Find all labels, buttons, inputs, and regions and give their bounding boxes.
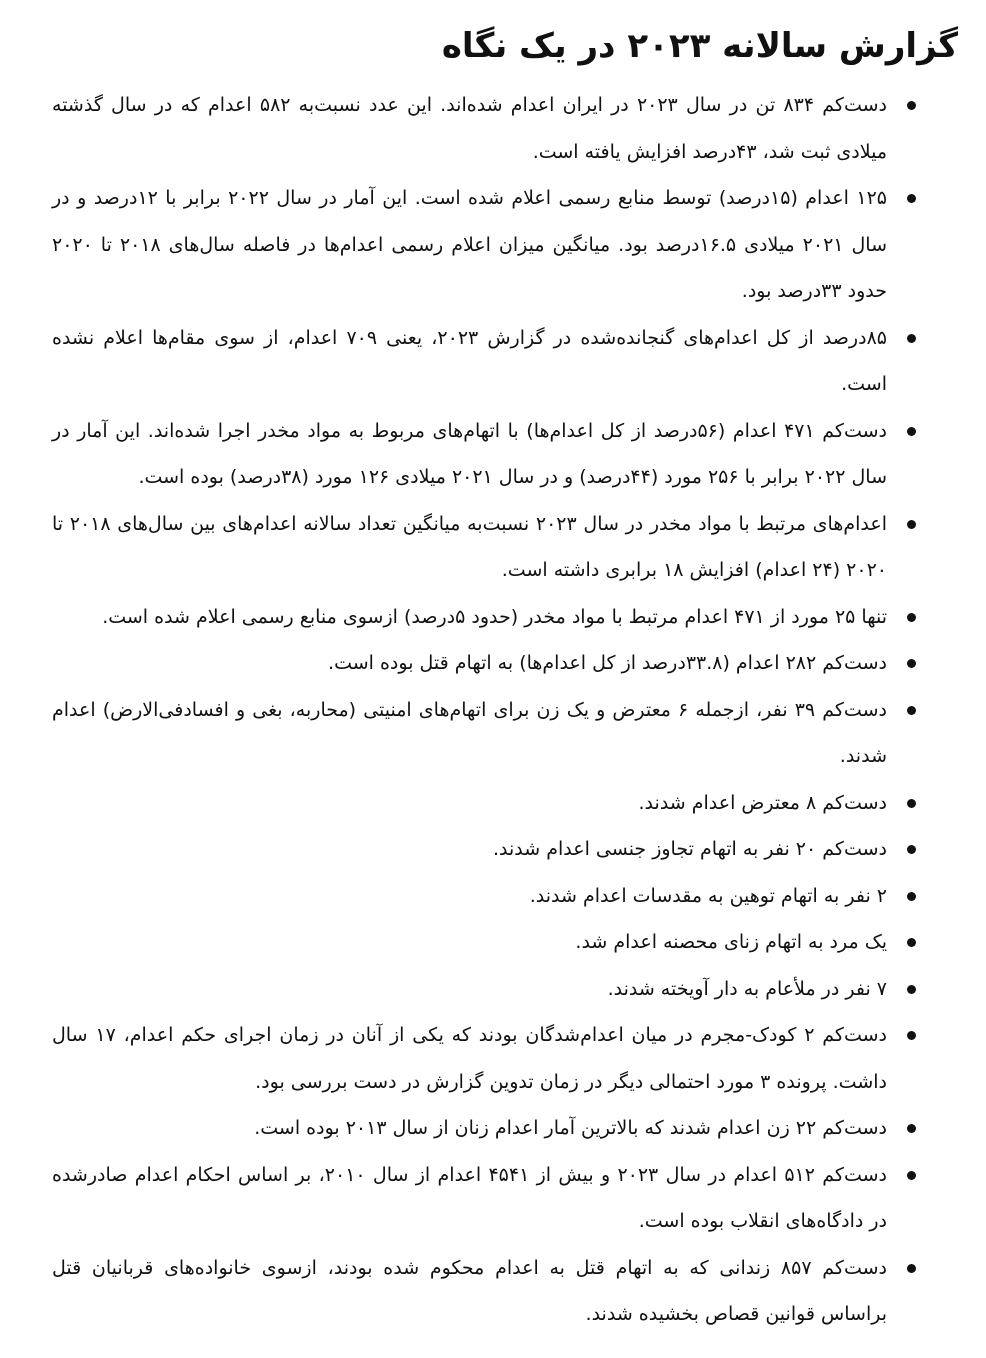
- list-item: اعدام‌های مرتبط با مواد مخدر در سال ۲۰۲۳ نسبت‌به میانگین تعداد سالانه اعدام‌های بین سال‌های ۲۰۱۸ تا ۲۰۲۰ (۲۴ اعدام) افزایش ۱۸ برابری داشته است.: [52, 501, 958, 594]
- page-title: گزارش سالانه ۲۰۲۳ در یک نگاه: [441, 26, 958, 66]
- list-item: دست‌کم ۸۵۷ زندانی که به اتهام قتل به اعدام محکوم شده بودند، ازسوی خانواده‌های قربانیان قتل براساس قوانین قصاص بخشیده شدند.: [52, 1245, 958, 1338]
- list-item: دست‌کم ۲۰ نفر به اتهام تجاوز جنسی اعدام شدند.: [52, 826, 958, 873]
- list-item: دست‌کم ۲۲ زن اعدام شدند که بالاترین آمار اعدام زنان از سال ۲۰۱۳ بوده است.: [52, 1105, 958, 1152]
- list-item: ۱۲۵ اعدام (۱۵درصد) توسط منابع رسمی اعلام شده است. این آمار در سال ۲۰۲۲ برابر با ۱۲درصد و در سال ۲۰۲۱ میلادی ۱۶.۵درصد بود. میانگین میزان اعلام رسمی اعدام‌ها در فاصله سال‌های ۲۰۱۸ تا ۲۰۲۰ حدود ۳۳درصد بود.: [52, 175, 958, 315]
- list-item: دست‌کم ۲۸۲ اعدام (۳۳.۸درصد از کل اعدام‌ها) به اتهام قتل بوده است.: [52, 640, 958, 687]
- highlights-list: [52, 82, 958, 1338]
- list-item: دست‌کم ۳۹ نفر، ازجمله ۶ معترض و یک زن برای اتهام‌های امنیتی (محاربه، بغی و افسادفی‌الارض) اعدام شدند.: [52, 687, 958, 780]
- list-item: ۸۵درصد از کل اعدام‌های گنجانده‌شده در گزارش ۲۰۲۳، یعنی ۷۰۹ اعدام، از سوی مقام‌ها اعلام نشده است.: [52, 315, 958, 408]
- list-item: ۲ نفر به اتهام توهین به مقدسات اعدام شدند.: [52, 873, 958, 920]
- list-item: دست‌کم ۸۳۴ تن در سال ۲۰۲۳ در ایران اعدام شده‌اند. این عدد نسبت‌به ۵۸۲ اعدام که در سال گذشته میلادی ثبت شد، ۴۳درصد افزایش یافته است.: [52, 82, 958, 175]
- list-item: دست‌کم ۴۷۱ اعدام (۵۶درصد از کل اعدام‌ها) با اتهام‌های مربوط به مواد مخدر اجرا شده‌اند. این آمار در سال ۲۰۲۲ برابر با ۲۵۶ مورد (۴۴درصد) و در سال ۲۰۲۱ میلادی ۱۲۶ مورد (۳۸درصد) بوده است.: [52, 408, 958, 501]
- list-item: تنها ۲۵ مورد از ۴۷۱ اعدام مرتبط با مواد مخدر (حدود ۵درصد) ازسوی منابع رسمی اعلام شده است.: [52, 594, 958, 641]
- list-item: دست‌کم ۵۱۲ اعدام در سال ۲۰۲۳ و بیش از ۴۵۴۱ اعدام از سال ۲۰۱۰، بر اساس احکام اعدام صادرشده در دادگاه‌های انقلاب بوده است.: [52, 1152, 958, 1245]
- list-item: دست‌کم ۲ کودک-مجرم در میان اعدام‌شدگان بودند که یکی از آنان در زمان اجرای حکم اعدام، ۱۷ سال داشت. پرونده ۳ مورد احتمالی دیگر در زمان تدوین گزارش در دست بررسی بود.: [52, 1012, 958, 1105]
- list-item: ۷ نفر در ملأعام به دار آویخته شدند.: [52, 966, 958, 1013]
- list-item: دست‌کم ۸ معترض اعدام شدند.: [52, 780, 958, 827]
- list-item: یک مرد به اتهام زنای محصنه اعدام شد.: [52, 919, 958, 966]
